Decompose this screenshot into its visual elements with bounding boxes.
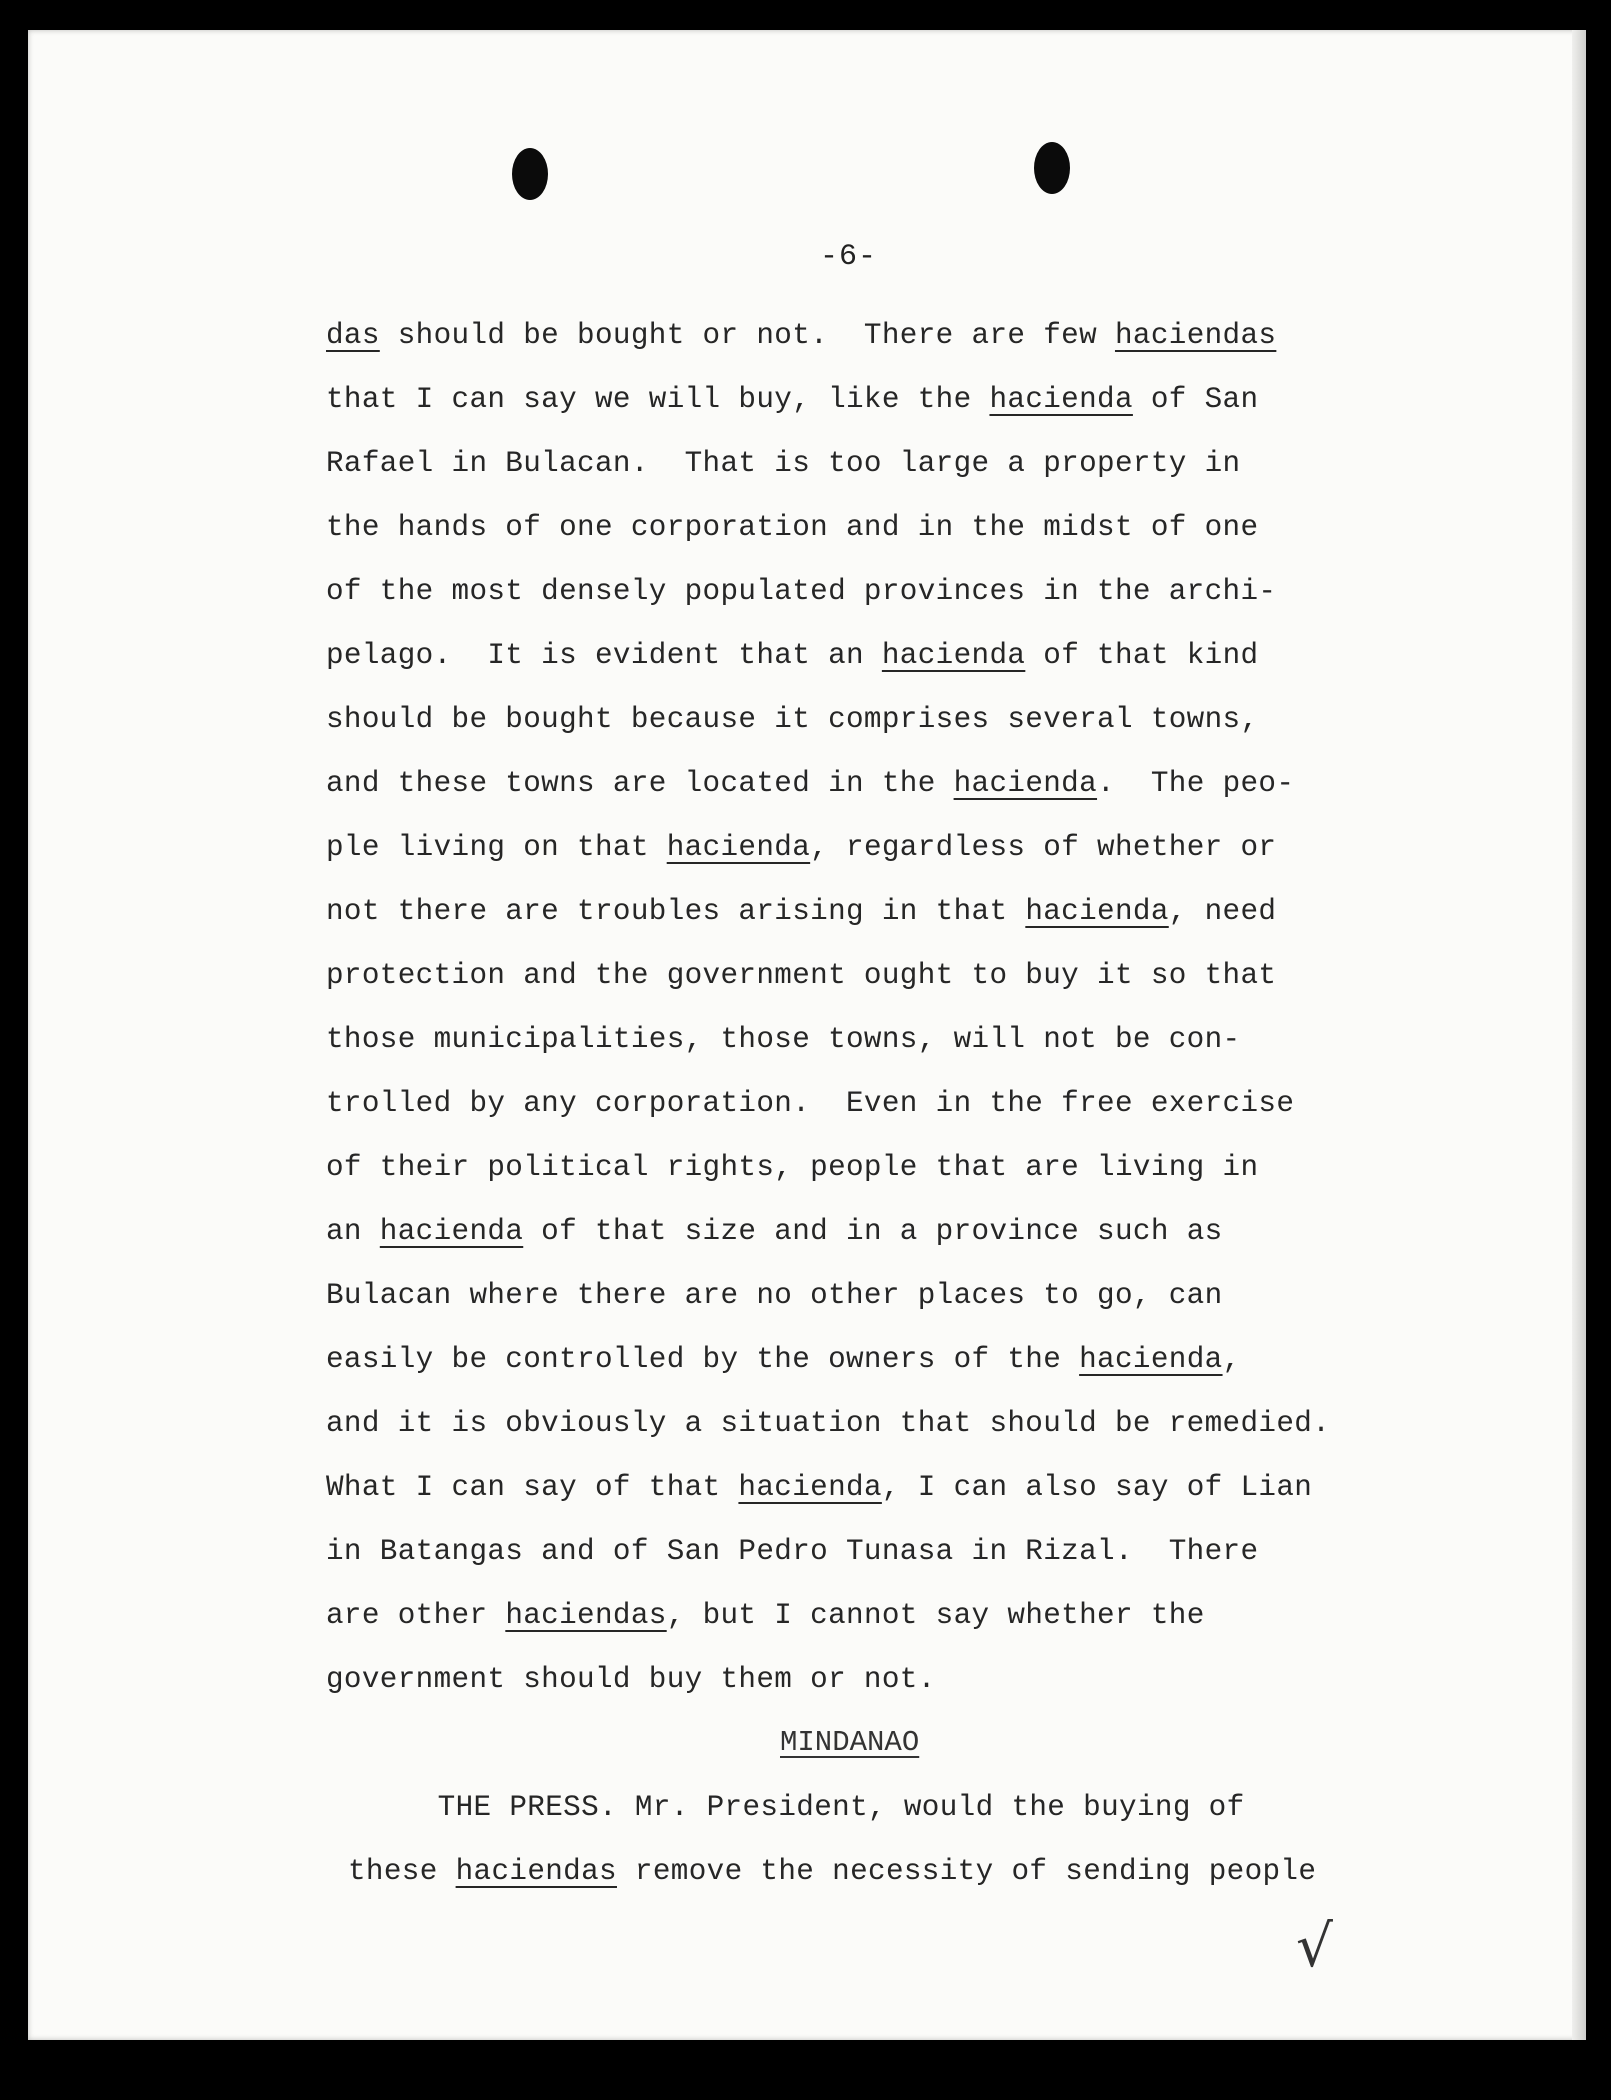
text-line [326,1136,1426,1200]
text-segment: these [348,1855,456,1888]
text-line [326,1264,1426,1328]
text-line [326,944,1426,1008]
text-segment: those municipalities, those towns, will not be con- [326,1023,1241,1056]
text-segment: should be bought because it comprises several towns, [326,703,1259,736]
text-segment: that I can say we will buy, like the [326,383,990,416]
text-line [326,560,1426,624]
underlined-word: hacienda [379,1215,524,1248]
underlined-word: hacienda [738,1471,882,1504]
text-segment: trolled by any corporation. Even in the free exercise [326,1087,1295,1120]
text-segment: , but I cannot say whether the [666,1599,1205,1632]
underlined-word: hacienda [1079,1343,1223,1376]
text-segment: are other [326,1599,506,1632]
text-segment: and these towns are located in the [326,767,954,800]
text-segment: government should buy them or not. [326,1663,936,1696]
text-segment: not there are troubles arising in that [326,895,1026,928]
text-line [326,624,1426,688]
text-segment: THE PRESS. Mr. President, would the buying of [348,1791,1245,1824]
text-line [326,688,1426,752]
underlined-word: hacienda [666,831,811,864]
paragraph-hacienda-purchase [326,304,1426,1712]
text-segment: in Batangas and of San Pedro Tunasa in Rizal. There [326,1535,1259,1568]
underlined-word: hacienda [989,383,1133,416]
text-segment: pelago. It is evident that an [326,639,882,672]
text-segment: Bulacan where there are no other places to go, can [326,1279,1223,1312]
punch-hole-right [1034,142,1070,194]
check-mark-annotation: √ [1296,1912,1333,1980]
text-segment: of San [1132,383,1259,416]
text-line [326,1648,1426,1712]
text-line [326,496,1426,560]
text-line [348,1776,1448,1840]
text-segment: of their political rights, people that are living in [326,1151,1259,1184]
section-heading-mindanao: MINDANAO [780,1726,920,1759]
underlined-word: hacienda [953,767,1098,800]
text-line [326,1200,1426,1264]
text-line [326,304,1426,368]
text-line [326,1008,1426,1072]
underlined-word: haciendas [505,1599,667,1632]
underlined-word: das [326,319,380,352]
text-line [326,880,1426,944]
text-segment: protection and the government ought to buy it so that [326,959,1277,992]
underlined-word: haciendas [1114,319,1277,352]
text-segment: easily be controlled by the owners of the [326,1343,1080,1376]
text-segment: should be bought or not. There are few [379,319,1115,352]
text-line [326,1392,1426,1456]
text-line [326,1072,1426,1136]
text-segment: , I can also say of Lian [881,1471,1313,1504]
text-line [326,432,1426,496]
page-edge [1572,30,1586,2040]
paragraph-press-question [348,1776,1448,1904]
page-number: -6- [820,240,878,274]
text-segment: , [1222,1343,1241,1376]
text-line [326,752,1426,816]
text-line [326,1328,1426,1392]
text-segment: Rafael in Bulacan. That is too large a property in [326,447,1241,480]
text-segment: and it is obviously a situation that should be remedied. [326,1407,1331,1440]
text-segment: of the most densely populated provinces in the archi- [326,575,1277,608]
text-line [348,1840,1448,1904]
underlined-word: haciendas [455,1855,617,1888]
text-line [326,1520,1426,1584]
text-line [326,368,1426,432]
text-line [326,1584,1426,1648]
text-segment: ple living on that [326,831,667,864]
text-segment: , need [1168,895,1277,928]
text-line [326,1456,1426,1520]
text-segment: . The peo- [1097,767,1295,800]
text-line [326,816,1426,880]
text-segment: the hands of one corporation and in the midst of one [326,511,1259,544]
text-segment: What I can say of that [326,1471,739,1504]
text-segment: an [326,1215,380,1248]
underlined-word: hacienda [881,639,1026,672]
punch-hole-left [512,148,548,200]
text-segment: , regardless of whether or [810,831,1277,864]
text-segment: of that size and in a province such as [523,1215,1223,1248]
text-segment: of that kind [1025,639,1259,672]
text-segment: remove the necessity of sending people [616,1855,1317,1888]
underlined-word: hacienda [1025,895,1169,928]
